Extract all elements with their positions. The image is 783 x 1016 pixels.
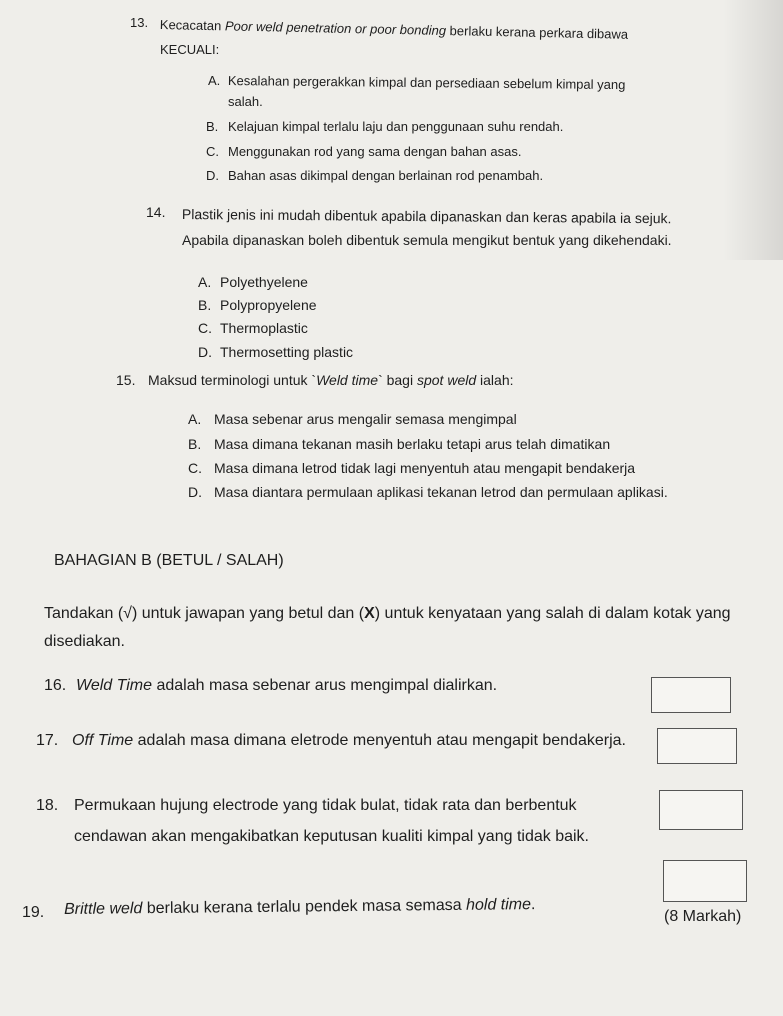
q13-option-b-letter: B.	[206, 119, 219, 134]
q15-option-b-letter: B.	[188, 436, 202, 452]
q14-option-c-text: Thermoplastic	[220, 320, 308, 336]
q18-number: 18.	[36, 797, 59, 814]
q13-option-c-letter: C.	[206, 144, 219, 159]
q14-stem-line2: Apabila dipanaskan boleh dibentuk semula mengikut bentuk yang dikehendaki.	[182, 232, 672, 248]
q14-option-c-letter: C.	[198, 320, 212, 336]
q13-option-d-letter: D.	[206, 168, 219, 183]
q18-text-line2: cendawan akan mengakibatkan keputusan kualiti kimpal yang tidak baik.	[74, 828, 589, 845]
q15-option-a-letter: A.	[188, 411, 202, 427]
q15-option-c-text: Masa dimana letrod tidak lagi menyentuh atau mengapit bendakerja	[214, 460, 636, 476]
q15-option-a-text: Masa sebenar arus mengalir semasa mengimpal	[214, 411, 517, 427]
q19-number: 19.	[22, 904, 45, 921]
q14-stem-line1: Plastik jenis ini mudah dibentuk apabila dipanaskan dan keras apabila ia sejuk.	[181, 206, 672, 227]
q13-option-b-text: Kelajuan kimpal terlalu laju dan penggunaan suhu rendah.	[228, 119, 564, 134]
total-marks: (8 Markah)	[664, 908, 742, 925]
q14-option-b-letter: B.	[198, 297, 212, 313]
q18-answer-box[interactable]	[659, 790, 743, 830]
q19-answer-box[interactable]	[663, 860, 747, 902]
q13-option-a-text-line2: salah.	[228, 94, 263, 109]
q14-option-d-text: Thermosetting plastic	[220, 344, 354, 360]
q14-option-a-text: Polyethyelene	[220, 274, 308, 290]
q14-number: 14.	[146, 204, 166, 220]
q13-stem-line2: KECUALI:	[160, 42, 220, 57]
page-shadow	[723, 0, 783, 260]
q15-option-d-letter: D.	[188, 484, 202, 500]
q14-option-b-text: Polypropyelene	[220, 297, 317, 313]
q13-option-a-letter: A.	[208, 73, 221, 88]
q15-number: 15.	[116, 372, 136, 388]
q18-text-line1: Permukaan hujung electrode yang tidak bulat, tidak rata dan berbentuk	[74, 797, 577, 814]
q15-option-d-text: Masa diantara permulaan aplikasi tekanan letrod dan permulaan aplikasi.	[214, 484, 668, 500]
q14-option-d-letter: D.	[198, 344, 212, 360]
section-b-instruction-line2: disediakan.	[44, 633, 125, 650]
section-b-instruction-line1: Tandakan (√) untuk jawapan yang betul dan (X) untuk kenyataan yang salah di dalam kotak yang	[44, 605, 731, 622]
q16-answer-box[interactable]	[651, 677, 731, 713]
q16-text: Weld Time adalah masa sebenar arus mengimpal dialirkan.	[76, 677, 498, 694]
q13-option-a-text: Kesalahan pergerakkan kimpal dan persediaan sebelum kimpal yang	[227, 73, 626, 93]
q17-answer-box[interactable]	[657, 728, 737, 764]
q13-number: 13.	[130, 15, 149, 30]
q13-option-d-text: Bahan asas dikimpal dengan berlainan rod penambah.	[228, 168, 544, 183]
q13-stem: Kecacatan Poor weld penetration or poor bonding berlaku kerana perkara dibawa	[159, 17, 629, 42]
q15-option-b-text: Masa dimana tekanan masih berlaku tetapi arus telah dimatikan	[214, 436, 611, 452]
q16-number: 16.	[44, 677, 67, 694]
q13-option-c-text: Menggunakan rod yang sama dengan bahan asas.	[228, 144, 522, 159]
q15-stem: Maksud terminologi untuk `Weld time` bagi spot weld ialah:	[148, 372, 514, 388]
q19-text: Brittle weld berlaku kerana terlalu pendek masa semasa hold time.	[63, 896, 536, 918]
q17-number: 17.	[36, 732, 59, 749]
q14-option-a-letter: A.	[198, 274, 212, 290]
section-b-title: BAHAGIAN B (BETUL / SALAH)	[54, 552, 284, 569]
q15-option-c-letter: C.	[188, 460, 202, 476]
q17-text: Off Time adalah masa dimana eletrode menyentuh atau mengapit bendakerja.	[72, 732, 626, 749]
